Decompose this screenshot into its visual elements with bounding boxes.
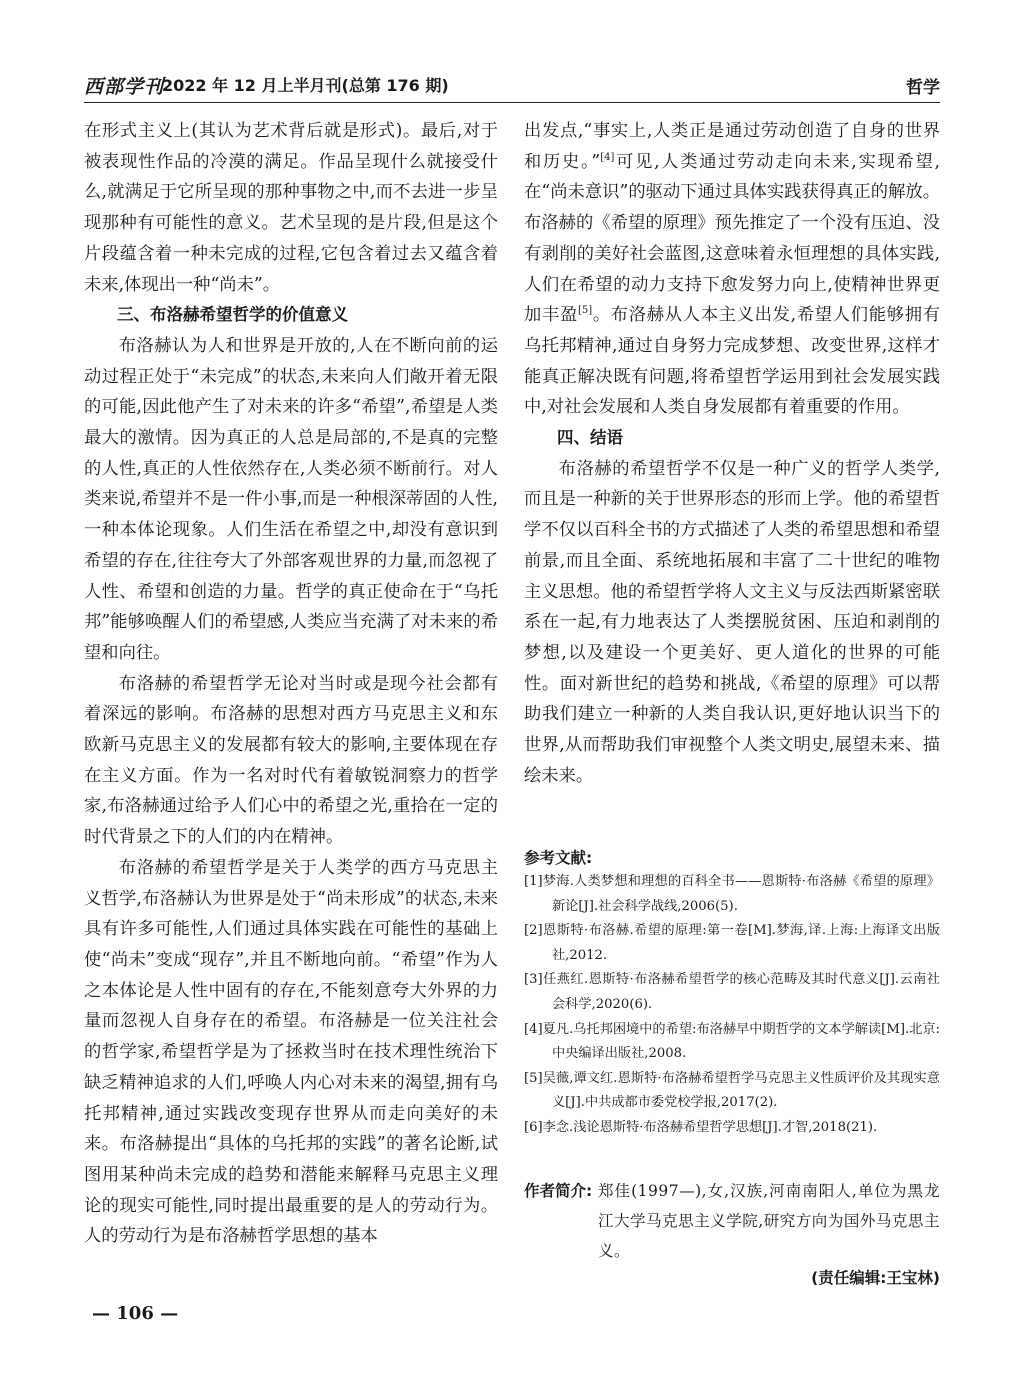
header-rule [84, 102, 940, 103]
reference-item: [6]李念.浅论恩斯特·布洛赫希望哲学思想[J].才智,2018(21). [524, 1119, 878, 1135]
author-label: 作者简介: [524, 1182, 593, 1200]
paragraph-text: 。布洛赫从人本主义出发,希望人们能够拥有乌托邦精神,通过自身努力完成梦想、改变世界,这样才能真正解决既有问题,将希望哲学运用到社会发展实践中,对社会发展和人类自身发展都有着重要的作用。 [524, 305, 940, 418]
author-bio [524, 1176, 940, 1266]
paragraph: 布洛赫认为人和世界是开放的,人在不断向前的运动过程正处于“未完成”的状态,未来向人们敞开着无限的可能,因此他产生了对未来的许多“希望”,希望是人类最大的激情。因为真正的人总是局部的,不是真的完整的人性,真正的人性依然存在,人类必须不断前行。对人类来说,希望并不是一件小事,而是一种根深蒂固的人性,一种本体论现象。人们生活在希望之中,却没有意识到希望的存在,往往夸大了外部客观世界的力量,而忽视了人性、希望和创造的力量。哲学的真正使命在于“乌托邦”能够唤醒人们的希望感,人类应当充满了对未来的希望和向往。 [84, 335, 498, 663]
reference-item: [3]任燕红.恩斯特·布洛赫希望哲学的核心范畴及其时代意义[J].云南社会科学,2020(6). [524, 972, 940, 1012]
paragraph: 在形式主义上(其认为艺术背后就是形式)。最后,对于被表现性作品的冷漠的满足。作品呈现什么就接受什么,就满足于它所呈现的那种事物之中,而不去进一步呈现那种有可能性的意义。艺术呈现的是片段,但是这个片段蕴含着一种未完成的过程,它包含着过去又蕴含着未来,体现出一种“尚未”。 [84, 121, 498, 295]
paragraph-text: 可见,人类通过劳动走向未来,实现希望,在“尚未意识”的驱动下通过具体实践获得真正的解放。布洛赫的《希望的原理》预先推定了一个没有压迫、没有剥削的美好社会蓝图,这意味着永恒理想的具体实践,人们在希望的动力支持下愈发努力向上,使精神世界更加丰盈 [524, 151, 940, 326]
reference-item: [2]恩斯特·布洛赫.希望的原理:第一卷[M].梦海,译.上海:上海译文出版社,2012. [524, 923, 940, 963]
paragraph: 布洛赫的希望哲学是关于人类学的西方马克思主义哲学,布洛赫认为世界是处于“尚未形成”的状态,未来具有许多可能性,人们通过具体实践在可能性的基础上使“尚未”变成“现存”,并且不断地向前。“希望”作为人之本体论是人性中固有的存在,不能刻意夸大外界的力量而忽视人自身存在的希望。布洛赫是一位关注社会的哲学家,希望哲学是为了拯救当时在技术理性统治下缺乏精神追求的人们,呼唤人内心对未来的渴望,拥有乌托邦精神,通过实践改变现存世界从而走向美好的未来。布洛赫提出“具体的乌托邦的实践”的著名论断,试图用某种尚未完成的趋势和潜能来解释马克思主义理论的现实可能性,同时提出最重要的是人的劳动行为。人的劳动行为是布洛赫哲学思想的基本 [84, 857, 498, 1247]
journal-logo: 西部学刊 [84, 76, 165, 98]
left-column [84, 116, 498, 1252]
citation-marker: [4] [600, 151, 615, 163]
section-heading: 三、布洛赫希望哲学的价值意义 [117, 305, 348, 325]
references-list [524, 870, 940, 1141]
section-heading: 四、结语 [557, 428, 623, 448]
journal-issue: 2022 年 12 月上半月刊(总第 176 期) [162, 76, 449, 95]
paragraph [524, 116, 940, 423]
paragraph: 布洛赫的希望哲学不仅是一种广义的哲学人类学,而且是一种新的关于世界形态的形而上学。他的希望哲学不仅以百科全书的方式描述了人类的希望思想和希望前景,而且全面、系统地拓展和丰富了二十世纪的唯物主义思想。他的希望哲学将人文主义与反法西斯紧密联系在一起,有力地表达了人类摆脱贫困、压迫和剥削的梦想,以及建设一个更美好、更人道化的世界的可能性。面对新世纪的趋势和挑战,《希望的原理》可以帮助我们建立一种新的人类自我认识,更好地认识当下的世界,从而帮助我们审视整个人类文明史,展望未来、描绘未来。 [524, 458, 940, 786]
page-number: — 106 — [92, 1303, 179, 1324]
editor-credit: (责任编辑:王宝林) [811, 1269, 940, 1287]
page-header [84, 66, 940, 100]
right-column [524, 116, 940, 791]
paragraph: 布洛赫的希望哲学无论对当时或是现今社会都有着深远的影响。布洛赫的思想对西方马克思主义和东欧新马克思主义的发展都有较大的影响,主要体现在存在主义方面。作为一名对时代有着敏锐洞察力的哲学家,布洛赫通过给予人们心中的希望之光,重拾在一定的时代背景之下的人们的内在精神。 [84, 673, 498, 848]
paragraph-text: 出发点,“事实上,人类正是通过劳动创造了自身的世界和历史。” [524, 121, 940, 172]
reference-item: [1]梦海.人类梦想和理想的百科全书——恩斯特·布洛赫《希望的原理》新论[J].社会科学战线,2006(5). [524, 874, 940, 914]
references-title: 参考文献: [524, 849, 593, 867]
section-tag: 哲学 [906, 78, 940, 98]
author-text: 郑佳(1997—),女,汉族,河南南阳人,单位为黑龙江大学马克思主义学院,研究方向为国外马克思主义。 [598, 1182, 940, 1260]
reference-item: [4]夏凡.乌托邦困境中的希望:布洛赫早中期哲学的文本学解读[M].北京:中央编译出版社,2008. [524, 1021, 940, 1062]
reference-item: [5]吴薇,谭文红.恩斯特·布洛赫希望哲学马克思主义性质评价及其现实意义[J].中共成都市委党校学报,2017(2). [524, 1070, 940, 1111]
citation-marker: [5] [577, 305, 593, 317]
